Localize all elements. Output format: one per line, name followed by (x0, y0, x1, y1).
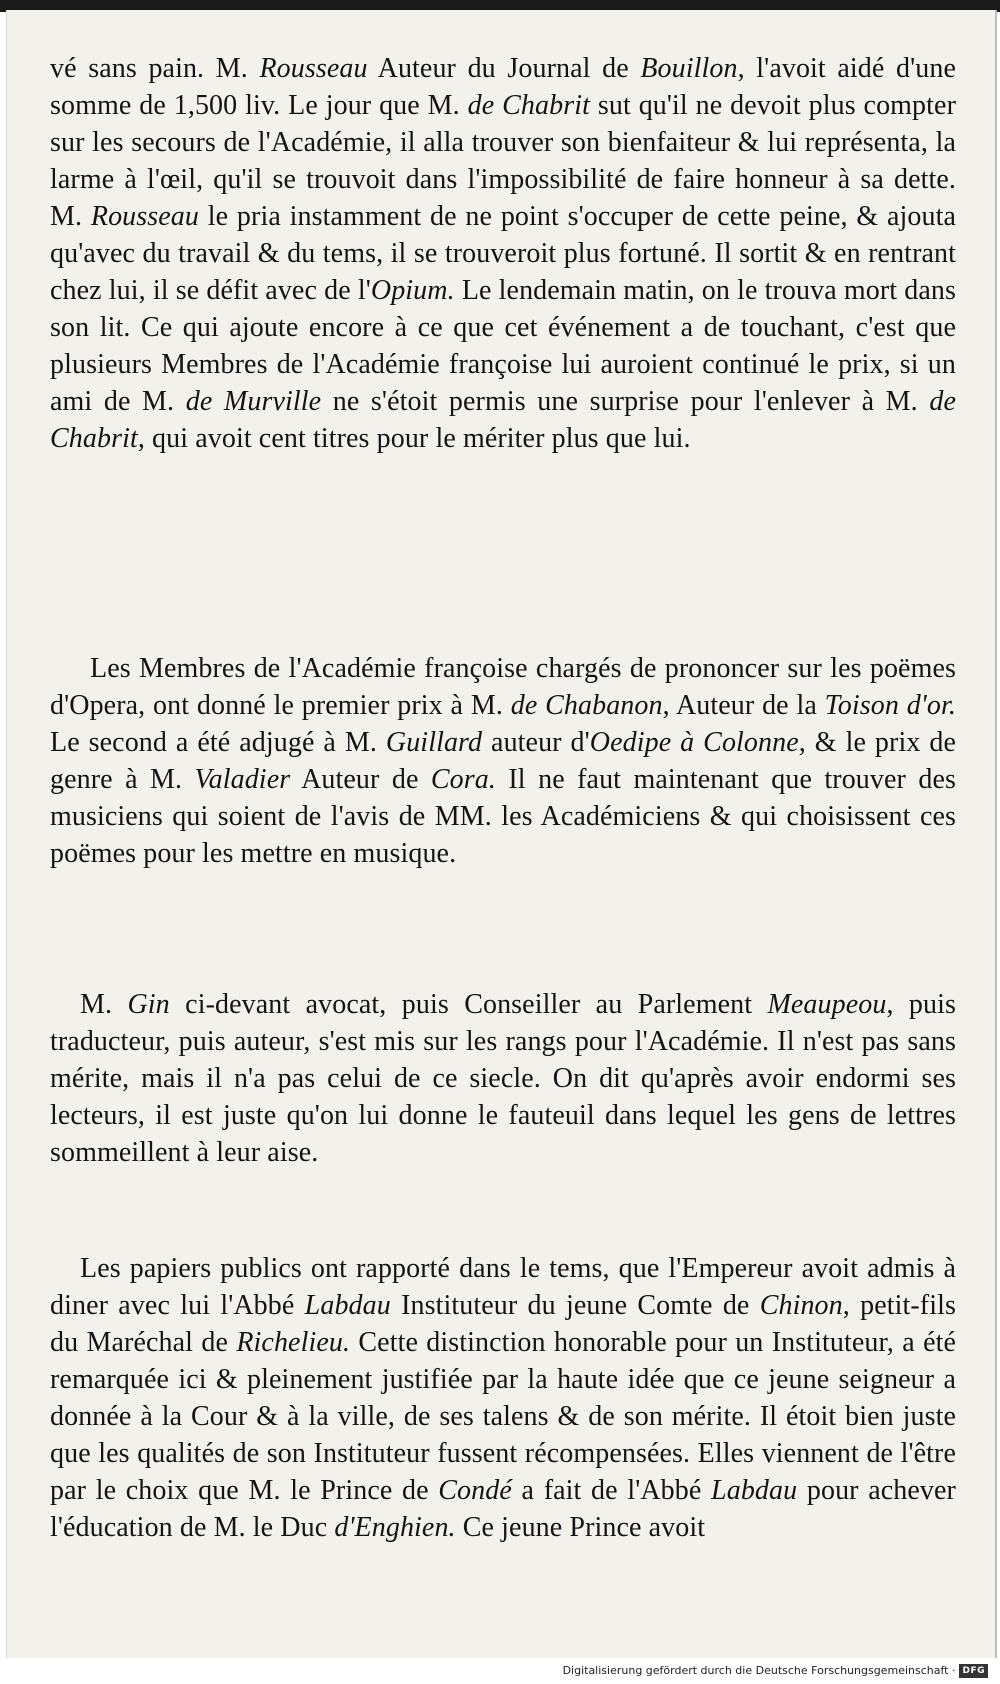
text-segment: vé sans pain. M. (50, 53, 260, 84)
italic-text: Rousseau (90, 201, 199, 232)
text-segment: , & le prix de genre à M. (50, 727, 956, 795)
text-segment: auteur d' (482, 727, 590, 758)
italic-text: Labdau (304, 1290, 391, 1321)
italic-text: de Chabanon (510, 690, 663, 721)
text-segment: pour achever l'éducation de M. le Duc (50, 1475, 956, 1543)
text-segment: Les papiers publics ont rapporté dans le tems, que l'Empereur avoit admis à diner avec lui l'Abbé (50, 1253, 956, 1321)
text-segment: , qui avoit cent titres pour le mériter plus que lui. (137, 423, 691, 454)
text-segment: , l'avoit aidé d'une somme de 1,500 liv. Le jour que M. (50, 53, 957, 121)
text-segment: , puis traducteur, puis auteur, s'est mis sur les rangs pour l'Académie. Il n'est pas sans mérite, mais il n'a pas celui de ce siecle. On dit qu'après avoir endormi ses lecteurs, il est juste qu'on lui donne le fauteuil dans lequel les gens de lettres sommeillent à leur aise. (50, 989, 957, 1168)
text-segment: Ce jeune Prince avoit (455, 1512, 706, 1543)
italic-text: Bouillon (640, 53, 738, 84)
text-segment: Instituteur du jeune Comte de (390, 1290, 760, 1321)
italic-text: Valadier (194, 764, 291, 795)
text-segment: Il ne faut maintenant que trouver des musiciens qui soient de l'avis de MM. les Académiciens & qui choisissent ces poëmes pour les mettre en musique. (50, 764, 956, 869)
italic-text: Toison d'or. (824, 690, 956, 721)
paragraph-2 (50, 650, 956, 872)
italic-text: Richelieu. (236, 1327, 351, 1358)
italic-text: de Chabrit (467, 90, 590, 121)
text-segment: a fait de l'Abbé (511, 1475, 712, 1506)
italic-text: d'Enghien. (334, 1512, 456, 1543)
text-segment: Auteur de (290, 764, 431, 795)
italic-text: Chinon (759, 1290, 843, 1321)
italic-text: de Murville (185, 386, 322, 417)
italic-text: Opium. (370, 275, 455, 306)
digitization-footer (563, 1662, 988, 1680)
text-segment: ne s'étoit permis une surprise pour l'enlever à M. (321, 386, 930, 417)
dfg-logo: DFG (959, 1664, 988, 1678)
text-segment: , Auteur de la (662, 690, 825, 721)
italic-text: Gin (127, 989, 170, 1020)
text-segment: Auteur du Journal de (367, 53, 641, 84)
paragraph-3 (50, 986, 956, 1171)
italic-text: Condé (438, 1475, 512, 1506)
text-segment: Cette distinction honorable pour un Instituteur, a été remarquée ici & pleinement justifiée par la haute idée que ce jeune seigneur a donnée à la Cour & à la ville, de ses talens & de son mérite. Il étoit bien juste que les qualités de son Instituteur fussent récompensées. Elles viennent de l'être par le choix que M. le Prince de (50, 1327, 957, 1506)
text-segment: ci-devant avocat, puis Conseiller au Parlement (169, 989, 768, 1020)
text-segment: , petit-fils du Maréchal de (50, 1290, 956, 1358)
text-segment: M. (80, 989, 128, 1020)
text-segment: sut qu'il ne devoit plus compter sur les secours de l'Académie, il alla trouver son bienfaiteur & lui représenta, la larme à l'œil, qu'il se trouvoit dans l'impossibilité de faire honneur à sa dette. M. (50, 90, 956, 232)
text-segment: Les Membres de l'Académie françoise chargés de prononcer sur les poëmes d'Opera, ont donné le premier prix à M. (50, 653, 956, 721)
text-segment: le pria instamment de ne point s'occuper de cette peine, & ajouta qu'avec du travail & du tems, il se trouveroit plus fortuné. Il sortit & en rentrant chez lui, il se défit avec de l' (50, 201, 957, 306)
italic-text: Oedipe à Colonne (589, 727, 799, 758)
text-segment: Le second a été adjugé à M. (50, 727, 386, 758)
footer-text: Digitalisierung gefördert durch die Deutsche Forschungsgemeinschaft · (562, 1664, 956, 1677)
italic-text: Meaupeou (767, 989, 887, 1020)
italic-text: Rousseau (259, 53, 368, 84)
italic-text: Cora. (430, 764, 496, 795)
paragraph-4 (50, 1250, 956, 1546)
italic-text: Guillard (385, 727, 483, 758)
paragraph-1 (50, 50, 956, 457)
text-segment: Le lendemain matin, on le trouva mort dans son lit. Ce qui ajoute encore à ce que cet événement a de touchant, c'est que plusieurs Membres de l'Académie françoise lui auroient continué le prix, si un ami de M. (50, 275, 956, 417)
italic-text: de Chabrit (50, 386, 956, 454)
italic-text: Labdau (711, 1475, 798, 1506)
